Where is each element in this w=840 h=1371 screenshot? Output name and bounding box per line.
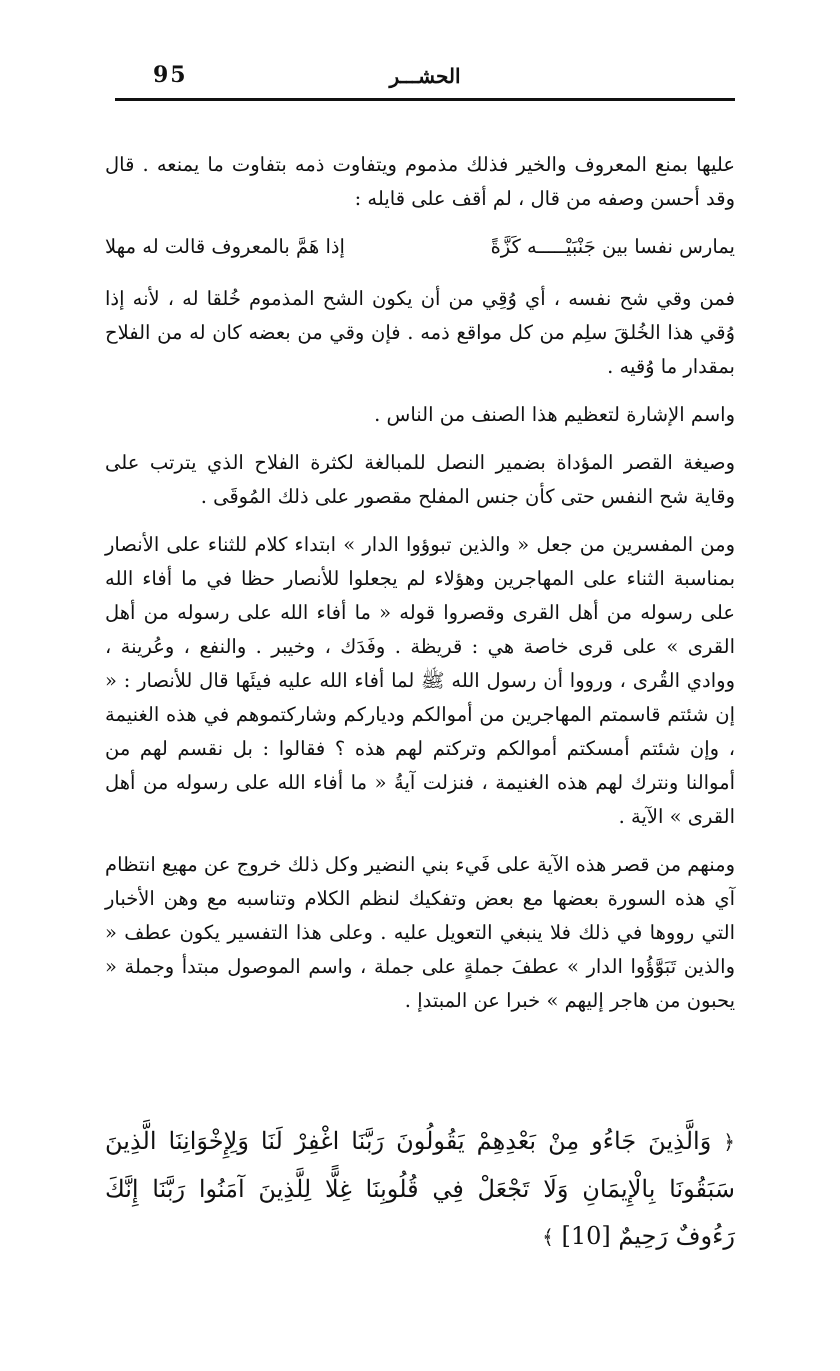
paragraph-6: ومنهم من قصر هذه الآية على فَيء بني النضير وكل ذلك خروج عن مهيع انتظام آي هذه السورة بعضها مع بعض وتفكيك لنظم الكلام وتناسبه مع وهن الأخبار التي رووها في ذلك فلا ينبغي التعويل عليه . وعلى هذا التفسير يكون عطف « والذين تَبَوَّؤُوا الدار » عطفَ جملةٍ على جملة ، واسم الموصول مبتدأ وجملة « يحبون من هاجر إليهم » خبرا عن المبتدإ .	[105, 853, 735, 1012]
paragraph-3: واسم الإشارة لتعظيم هذا الصنف من الناس .	[374, 403, 735, 426]
chapter-title: الحشـــر	[389, 64, 461, 88]
quran-verse	[105, 1118, 735, 1261]
verse-second-hemistich: إذا هَمَّ بالمعروف قالت له مهلا	[105, 235, 345, 258]
poetry-verse	[105, 230, 735, 264]
quran-verse-text: وَالَّذِينَ جَاءُو مِنْ بَعْدِهِمْ يَقُولُونَ رَبَّنَا اغْفِرْ لَنَا وَلِإِخْوَانِنَا الَّذِينَ سَبَقُونَا بِالْإِيمَانِ وَلَا تَجْعَلْ فِي قُلُوبِنَا غِلًّا لِلَّذِينَ آمَنُوا رَبَّنَا إِنَّكَ رَءُوفٌ رَحِيمٌ	[105, 1127, 735, 1250]
paragraph-1: عليها بمنع المعروف والخير فذلك مذموم ويتفاوت ذمه بتفاوت ما يمنعه . قال وقد أحسن وصفه من قال ، لم أقف على قايله :	[105, 153, 735, 210]
paragraph-5: ومن المفسرين من جعل « والذين تبوؤوا الدار » ابتداء كلام للثناء على الأنصار بمناسبة الثناء على المهاجرين وهؤلاء لم يجعلوا للأنصار حظا في ما أفاء الله على رسوله من أهل القرى وقصروا قوله « ما أفاء الله على رسوله من أهل القرى » على قرى خاصة هي : قريظة . وفَدَك ، وخيبر . والنفع ، وعُرينة ، ووادي القُرى ، ورووا أن رسول الله ﷺ لما أفاء الله عليه فيئَها قال للأنصار : « إن شئتم قاسمتم المهاجرين من أموالكم ودياركم وشاركتموهم في هذه الغنيمة ، وإن شئتم أمسكتم أموالكم وتركتم لهم هذه ؟ فقالوا : بل نقسم لهم من أموالنا ونترك لهم هذه الغنيمة ، فنزلت آيةُ « ما أفاء الله على رسوله من أهل القرى » الآية .	[105, 533, 735, 828]
body-text	[105, 148, 735, 1032]
paragraph-4: وصيغة القصر المؤداة بضمير النصل للمبالغة لكثرة الفلاح الذي يترتب على وقاية شح النفس حتى كأن جنس المفلح مقصور على ذلك المُوقَى .	[105, 451, 735, 508]
verse-first-hemistich: يمارس نفسا بين جَنْبَيْـــــه كَزَّةً	[490, 235, 735, 258]
page-number: 95	[153, 62, 188, 88]
ornate-bracket-open: ﴿	[723, 1130, 735, 1154]
paragraph-2: فمن وقي شح نفسه ، أي وُقِي من أن يكون الشح المذموم خُلقا له ، لأنه إذا وُقي هذا الخُلقَ سلِم من كل مواقع ذمه . فإن وقي من بعضه كان له من الفلاح بمقدار ما وُقيه .	[105, 287, 735, 378]
ornate-bracket-close: ﴾	[542, 1225, 554, 1249]
ayah-number: [10]	[561, 1222, 611, 1250]
page-header	[115, 62, 735, 101]
